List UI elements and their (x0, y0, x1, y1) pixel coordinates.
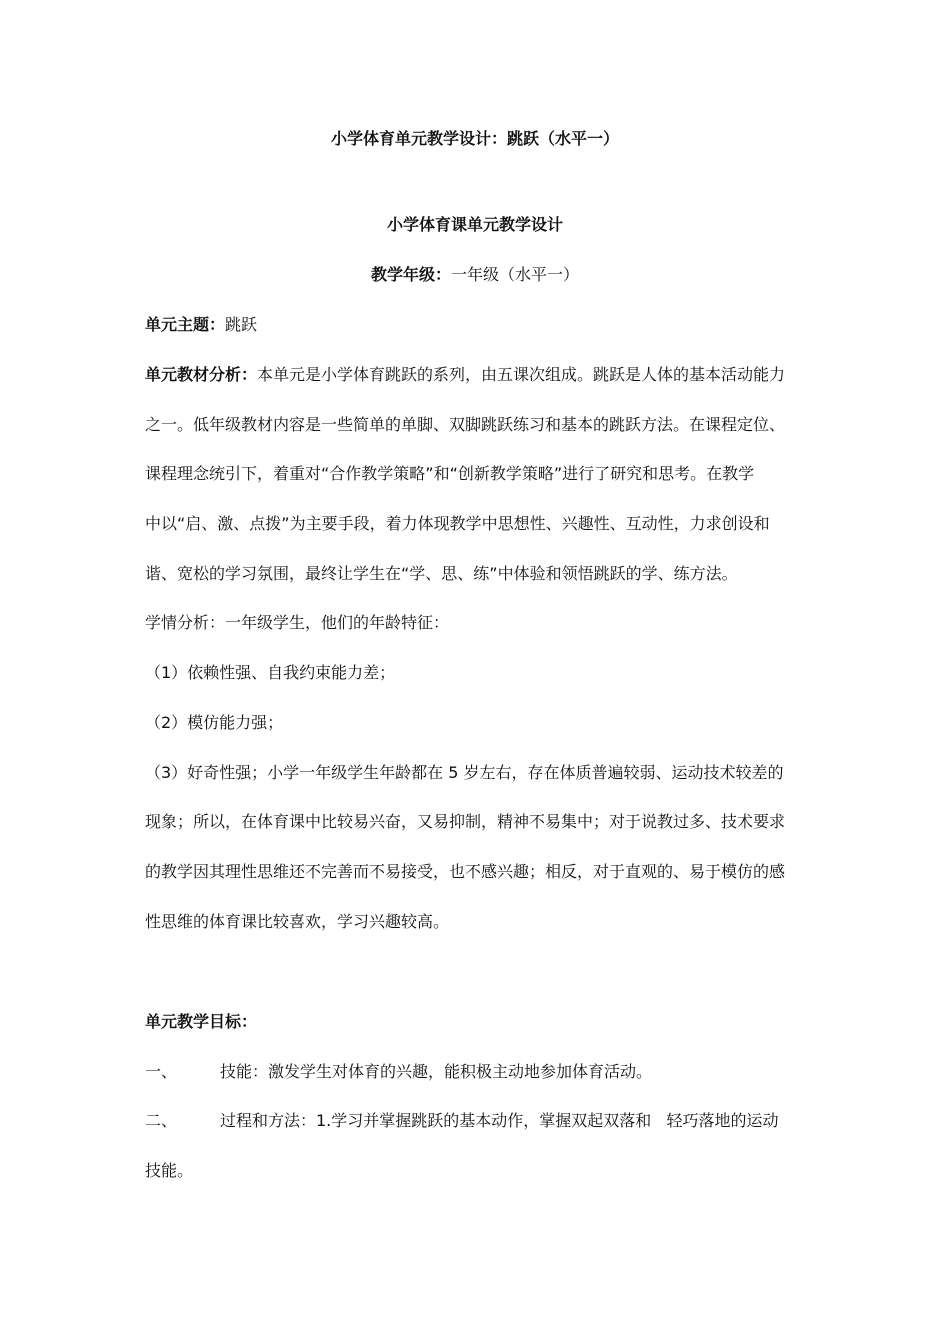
goal-item-2-continuation: 技能。 (145, 1161, 194, 1180)
analysis-line-1 (145, 364, 810, 386)
analysis-line-5: 谐、宽松的学习氛围，最终让学生在“学、思、练”中体验和领悟跳跃的学、练方法。 (145, 564, 738, 583)
theme-line (145, 314, 810, 336)
learner-item-3-line-3: 的教学因其理性思维还不完善而不易接受，也不感兴趣；相反，对于直观的、易于模仿的感 (145, 862, 786, 881)
subtitle: 小学体育课单元教学设计 (386, 215, 563, 234)
learner-item-1: （1）依赖性强、自我约束能力差； (145, 663, 396, 682)
learner-intro: 学情分析：一年级学生，他们的年龄特征： (145, 613, 450, 632)
analysis-label: 单元教材分析： (145, 365, 258, 384)
analysis-line-2: 之一。低年级教材内容是一些简单的单脚、双脚跳跃练习和基本的跳跃方法。在课程定位、 (145, 415, 786, 434)
goal-item-1-text: 技能：激发学生对体育的兴趣，能积极主动地参加体育活动。 (220, 1062, 653, 1081)
analysis-line-4: 中以“启、激、点拨”为主要手段，着力体现教学中思想性、兴趣性、互动性，力求创设和 (145, 514, 770, 533)
theme-label: 单元主题： (145, 315, 226, 334)
grade-label: 教学年级： (370, 265, 451, 284)
goal-item-1 (145, 1061, 810, 1083)
goals-heading: 单元教学目标： (145, 1012, 258, 1031)
goal-item-2-text: 过程和方法：1.学习并掌握跳跃的基本动作，掌握双起双落和 轻巧落地的运动 (220, 1111, 779, 1130)
theme-value: 跳跃 (225, 315, 258, 334)
learner-item-3-line-4: 性思维的体育课比较喜欢，学习兴趣较高。 (145, 912, 450, 931)
analysis-line-3: 课程理念统引下，着重对“合作教学策略”和“创新教学策略”进行了研究和思考。在教学 (145, 464, 755, 483)
grade-line (0, 264, 950, 286)
doc-title: 小学体育单元教学设计：跳跃（水平一） (330, 129, 619, 148)
grade-value: 一年级（水平一） (451, 265, 580, 284)
goal-item-2-number: 二、 (145, 1111, 178, 1130)
learner-item-2: （2）模仿能力强； (145, 713, 284, 732)
learner-item-3-line-2: 现象；所以，在体育课中比较易兴奋，又易抑制，精神不易集中；对于说教过多、技术要求 (145, 812, 786, 831)
learner-item-3-line-1: （3）好奇性强；小学一年级学生年龄都在 5 岁左右，存在体质普遍较弱、运动技术较差的 (145, 763, 784, 782)
analysis-text: 本单元是小学体育跳跃的系列，由五课次组成。跳跃是人体的基本活动能力 (257, 365, 786, 384)
goal-item-2 (145, 1110, 810, 1132)
goal-item-1-number: 一、 (145, 1062, 178, 1081)
